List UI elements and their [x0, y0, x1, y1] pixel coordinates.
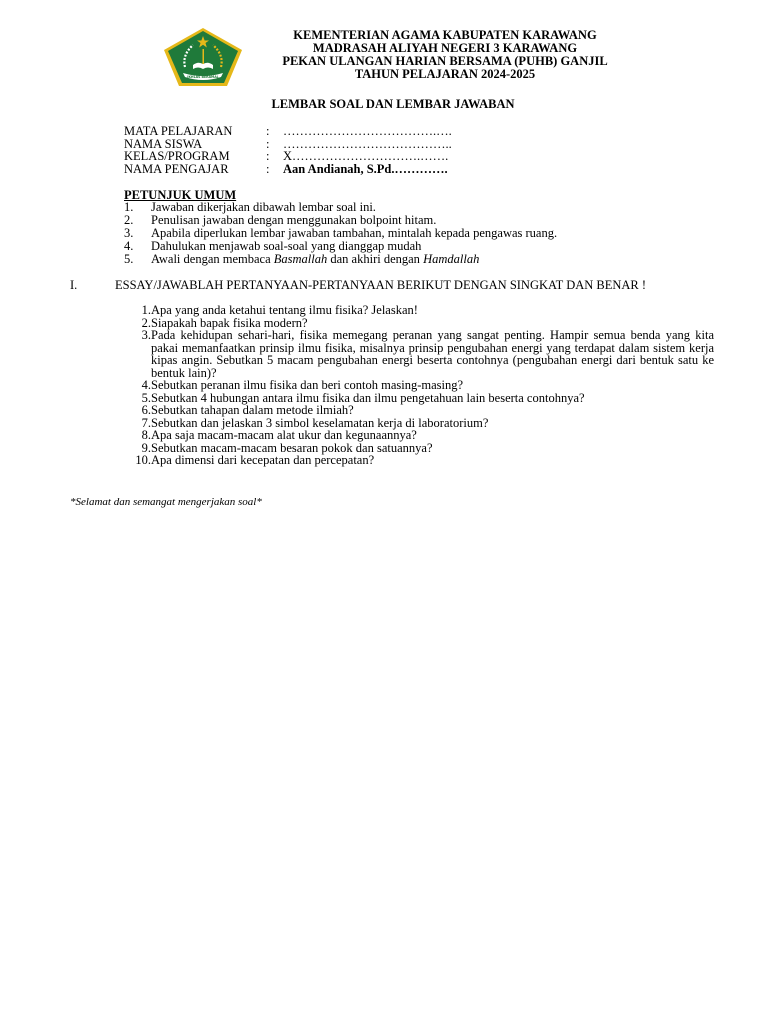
question-item [124, 304, 714, 317]
identity-label: NAMA SISWA [124, 136, 203, 151]
question-text: Apa dimensi dari kecepatan dan percepatan? [151, 453, 375, 467]
list-item-text: Jawaban dikerjakan dibawah lembar soal ini. [151, 200, 376, 214]
question-item [124, 404, 714, 417]
section-number: I. [70, 278, 78, 292]
question-number: 8. [141, 428, 151, 442]
text-part: Awali dengan membaca [151, 252, 274, 266]
identity-value-student[interactable]: ………………………………….. [283, 136, 452, 151]
question-number: 3. [141, 328, 151, 342]
question-number: 9. [141, 440, 151, 455]
question-number: 1. [141, 303, 151, 317]
question-list [124, 304, 714, 467]
instructions-list [124, 201, 624, 266]
question-text: Pada kehidupan sehari-hari, fisika memegang peranan yang sangat penting. Hampir semua benda yang kita pakai memanfaatkan prinsip ilmu fisika, misalnya prinsip pengubahan energi yang terdapat dalam sistem kerja kipas angin. Sebutkan 5 macam pengubahan energi beserta contohnya (pengubahan energi dari bentuk satu ke bentuk lain)? [151, 328, 714, 380]
section-heading [70, 279, 730, 292]
identity-label: NAMA PENGAJAR [124, 161, 229, 176]
identity-row-teacher [124, 163, 524, 176]
identity-label: MATA PELAJARAN [124, 124, 233, 138]
question-text: Sebutkan peranan ilmu fisika dan beri contoh masing-masing? [151, 378, 464, 392]
question-item [124, 429, 714, 442]
question-text: Sebutkan tahapan dalam metode ilmiah? [151, 403, 354, 417]
identity-colon: : [266, 149, 270, 163]
hamdallah-text: Hamdallah [423, 252, 480, 266]
question-number: 6. [141, 403, 151, 417]
question-text: Sebutkan 4 hubungan antara ilmu fisika dan ilmu pengetahuan lain beserta contohnya? [151, 390, 585, 405]
list-item [124, 253, 624, 266]
logo-motto: IKHLAS BERAMAL [187, 75, 219, 79]
basmallah-text: Basmallah [273, 252, 328, 266]
letterhead [255, 29, 635, 81]
letterhead-line-ministry: KEMENTERIAN AGAMA KABUPATEN KARAWANG [293, 28, 597, 42]
question-number: 2. [141, 315, 151, 330]
section-title: ESSAY/JAWABLAH PERTANYAAN-PERTANYAAN BERIKUT DENGAN SINGKAT DAN BENAR ! [115, 278, 647, 292]
question-item [124, 329, 714, 379]
list-item-number: 5. [124, 252, 134, 266]
list-item-number: 1. [124, 200, 134, 214]
list-item-text: Apabila diperlukan lembar jawaban tambahan, mintalah kepada pengawas ruang. [151, 226, 558, 240]
question-text: Sebutkan dan jelaskan 3 simbol keselamatan kerja di laboratorium? [151, 415, 489, 430]
list-item-number: 4. [124, 239, 134, 253]
question-number: 4. [141, 378, 151, 392]
question-number: 5. [141, 390, 151, 405]
text-part: dan akhiri dengan [327, 252, 424, 266]
identity-value-subject[interactable]: ……………………………….…. [283, 124, 452, 138]
list-item-text: Penulisan jawaban dengan menggunakan bolpoint hitam. [151, 213, 437, 227]
identity-row-class [124, 150, 524, 163]
question-text: Siapakah bapak fisika modern? [151, 315, 308, 330]
identity-label: KELAS/PROGRAM [124, 149, 230, 163]
question-item [124, 379, 714, 392]
question-text: Apa saja macam-macam alat ukur dan kegunaannya? [151, 428, 417, 442]
question-number: 7. [141, 415, 151, 430]
identity-value-class[interactable]: X………………………….……. [283, 149, 449, 163]
ministry-emblem-icon [163, 27, 243, 87]
question-text: Sebutkan macam-macam besaran pokok dan satuannya? [151, 440, 433, 455]
sheet-title: LEMBAR SOAL DAN LEMBAR JAWABAN [271, 97, 515, 111]
letterhead-line-year: TAHUN PELAJARAN 2024-2025 [354, 67, 536, 81]
list-item-number: 3. [124, 226, 134, 240]
identity-colon: : [266, 124, 270, 138]
instructions-title: PETUNJUK UMUM [124, 188, 237, 202]
identity-colon: : [266, 161, 270, 176]
list-item-text: Dahulukan menjawab soal-soal yang dianggap mudah [151, 239, 422, 253]
question-item [124, 454, 714, 467]
closing-message: *Selamat dan semangat mengerjakan soal* [70, 496, 262, 508]
question-number: 10. [135, 453, 151, 467]
question-text: Apa yang anda ketahui tentang ilmu fisika? Jelaskan! [151, 303, 418, 317]
ministry-logo [163, 27, 243, 87]
identity-fields [124, 125, 524, 175]
list-item-number: 2. [124, 213, 134, 227]
list-item-text [151, 253, 479, 266]
identity-row-subject [124, 125, 524, 138]
identity-colon: : [266, 136, 270, 151]
identity-value-teacher: Aan Andianah, S.Pd.…………. [283, 161, 448, 176]
letterhead-line-school: MADRASAH ALIYAH NEGERI 3 KARAWANG [312, 41, 578, 55]
letterhead-line-exam: PEKAN ULANGAN HARIAN BERSAMA (PUHB) GANJIL [282, 54, 608, 68]
